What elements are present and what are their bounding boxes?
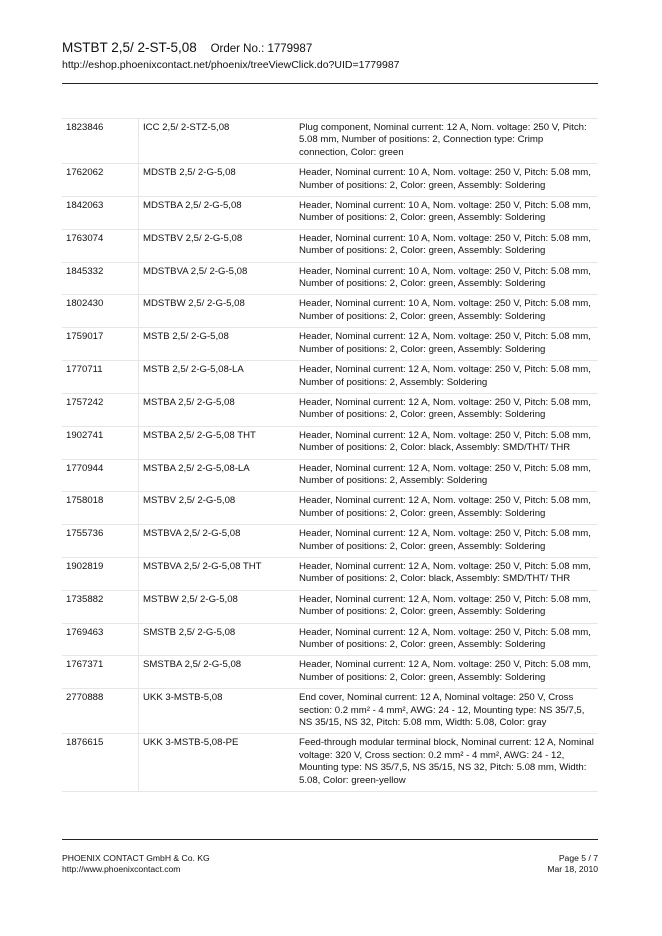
order-no-cell: 1770944 <box>62 459 139 492</box>
table-row <box>62 119 598 164</box>
description-cell: Header, Nominal current: 12 A, Nom. voltage: 250 V, Pitch: 5.08 mm, Number of positions: 2, Color: green, Assembly: Soldering <box>295 525 598 558</box>
table-row <box>62 361 598 394</box>
order-no-cell: 1762062 <box>62 164 139 197</box>
company-website[interactable]: http://www.phoenixcontact.com <box>62 864 181 874</box>
type-cell: MSTBVA 2,5/ 2-G-5,08 <box>139 525 296 558</box>
table-row <box>62 393 598 426</box>
description-cell: Header, Nominal current: 12 A, Nom. voltage: 250 V, Pitch: 5.08 mm, Number of positions: 2, Color: black, Assembly: SMD/THT/ THR <box>295 557 598 590</box>
type-cell: UKK 3-MSTB-5,08-PE <box>139 734 296 792</box>
table-row <box>62 623 598 656</box>
type-cell: MDSTB 2,5/ 2-G-5,08 <box>139 164 296 197</box>
order-no-cell: 1802430 <box>62 295 139 328</box>
table-row <box>62 734 598 792</box>
title-line <box>62 40 598 57</box>
table-row <box>62 557 598 590</box>
table-row <box>62 590 598 623</box>
footer-right <box>547 853 598 875</box>
page-number: Page 5 / 7 <box>558 853 598 863</box>
type-cell: MSTB 2,5/ 2-G-5,08-LA <box>139 361 296 394</box>
page-header <box>62 40 598 72</box>
table-row <box>62 262 598 295</box>
order-no-cell: 1757242 <box>62 393 139 426</box>
header-divider <box>62 83 598 84</box>
order-no-cell: 1769463 <box>62 623 139 656</box>
order-no-cell: 1770711 <box>62 361 139 394</box>
description-cell: Header, Nominal current: 12 A, Nom. voltage: 250 V, Pitch: 5.08 mm, Number of positions: 2, Color: green, Assembly: Soldering <box>295 393 598 426</box>
type-cell: UKK 3-MSTB-5,08 <box>139 689 296 734</box>
description-cell: Header, Nominal current: 12 A, Nom. voltage: 250 V, Pitch: 5.08 mm, Number of positions: 2, Color: green, Assembly: Soldering <box>295 492 598 525</box>
footer-left <box>62 853 210 875</box>
print-date: Mar 18, 2010 <box>547 864 598 874</box>
type-cell: MSTB 2,5/ 2-G-5,08 <box>139 328 296 361</box>
footer-divider <box>62 839 598 840</box>
order-no-cell: 1755736 <box>62 525 139 558</box>
product-title: MSTBT 2,5/ 2-ST-5,08 <box>62 40 197 55</box>
description-cell: Header, Nominal current: 12 A, Nom. voltage: 250 V, Pitch: 5.08 mm, Number of positions: 2, Color: green, Assembly: Soldering <box>295 623 598 656</box>
table-row <box>62 459 598 492</box>
type-cell: MDSTBA 2,5/ 2-G-5,08 <box>139 197 296 230</box>
order-no-cell: 1758018 <box>62 492 139 525</box>
table-row <box>62 426 598 459</box>
accessories-table <box>62 118 598 792</box>
type-cell: MSTBV 2,5/ 2-G-5,08 <box>139 492 296 525</box>
table-row <box>62 656 598 689</box>
order-number: Order No.: 1779987 <box>210 43 313 55</box>
order-no-cell: 1763074 <box>62 229 139 262</box>
order-no-cell: 1767371 <box>62 656 139 689</box>
product-url[interactable]: http://eshop.phoenixcontact.net/phoenix/treeViewClick.do?UID=1779987 <box>62 59 400 71</box>
description-cell: End cover, Nominal current: 12 A, Nominal voltage: 250 V, Cross section: 0.2 mm² - 4 mm², AWG: 24 - 12, Mounting type: NS 35/7,5, NS 35/15, NS 32, Pitch: 5.08 mm, Width: 5.08, Color: gray <box>295 689 598 734</box>
description-cell: Header, Nominal current: 12 A, Nom. voltage: 250 V, Pitch: 5.08 mm, Number of positions: 2, Color: green, Assembly: Soldering <box>295 328 598 361</box>
type-cell: ICC 2,5/ 2-STZ-5,08 <box>139 119 296 164</box>
order-no-cell: 1823846 <box>62 119 139 164</box>
order-no-cell: 1902741 <box>62 426 139 459</box>
order-no-cell: 1842063 <box>62 197 139 230</box>
table-row <box>62 229 598 262</box>
description-cell: Header, Nominal current: 12 A, Nom. voltage: 250 V, Pitch: 5.08 mm, Number of positions: 2, Assembly: Soldering <box>295 361 598 394</box>
description-cell: Feed-through modular terminal block, Nominal current: 12 A, Nominal voltage: 320 V, Cross section: 0.2 mm² - 4 mm², AWG: 24 - 12, Mounting type: NS 35/7,5, NS 35/15, NS 32, Pitch: 5.08 mm, Width: 5.08, Color: green-yellow <box>295 734 598 792</box>
description-cell: Header, Nominal current: 10 A, Nom. voltage: 250 V, Pitch: 5.08 mm, Number of positions: 2, Color: green, Assembly: Soldering <box>295 262 598 295</box>
type-cell: MSTBVA 2,5/ 2-G-5,08 THT <box>139 557 296 590</box>
description-cell: Header, Nominal current: 10 A, Nom. voltage: 250 V, Pitch: 5.08 mm, Number of positions: 2, Color: green, Assembly: Soldering <box>295 164 598 197</box>
type-cell: MSTBA 2,5/ 2-G-5,08 <box>139 393 296 426</box>
order-no-cell: 1902819 <box>62 557 139 590</box>
type-cell: MSTBA 2,5/ 2-G-5,08-LA <box>139 459 296 492</box>
type-cell: SMSTB 2,5/ 2-G-5,08 <box>139 623 296 656</box>
type-cell: MSTBW 2,5/ 2-G-5,08 <box>139 590 296 623</box>
description-cell: Header, Nominal current: 10 A, Nom. voltage: 250 V, Pitch: 5.08 mm, Number of positions: 2, Color: green, Assembly: Soldering <box>295 229 598 262</box>
description-cell: Header, Nominal current: 12 A, Nom. voltage: 250 V, Pitch: 5.08 mm, Number of positions: 2, Assembly: Soldering <box>295 459 598 492</box>
table-body <box>62 119 598 792</box>
order-no-cell: 1759017 <box>62 328 139 361</box>
table-row <box>62 328 598 361</box>
order-no-cell: 1735882 <box>62 590 139 623</box>
type-cell: MDSTBW 2,5/ 2-G-5,08 <box>139 295 296 328</box>
order-no-cell: 1845332 <box>62 262 139 295</box>
order-no-cell: 1876615 <box>62 734 139 792</box>
description-cell: Header, Nominal current: 12 A, Nom. voltage: 250 V, Pitch: 5.08 mm, Number of positions: 2, Color: black, Assembly: SMD/THT/ THR <box>295 426 598 459</box>
description-cell: Header, Nominal current: 10 A, Nom. voltage: 250 V, Pitch: 5.08 mm, Number of positions: 2, Color: green, Assembly: Soldering <box>295 197 598 230</box>
company-name: PHOENIX CONTACT GmbH & Co. KG <box>62 853 210 863</box>
type-cell: MSTBA 2,5/ 2-G-5,08 THT <box>139 426 296 459</box>
table-row <box>62 689 598 734</box>
table-row <box>62 164 598 197</box>
table-row <box>62 525 598 558</box>
type-cell: SMSTBA 2,5/ 2-G-5,08 <box>139 656 296 689</box>
type-cell: MDSTBVA 2,5/ 2-G-5,08 <box>139 262 296 295</box>
description-cell: Header, Nominal current: 10 A, Nom. voltage: 250 V, Pitch: 5.08 mm, Number of positions: 2, Color: green, Assembly: Soldering <box>295 295 598 328</box>
description-cell: Header, Nominal current: 12 A, Nom. voltage: 250 V, Pitch: 5.08 mm, Number of positions: 2, Color: green, Assembly: Soldering <box>295 590 598 623</box>
order-no-cell: 2770888 <box>62 689 139 734</box>
type-cell: MDSTBV 2,5/ 2-G-5,08 <box>139 229 296 262</box>
table-row <box>62 295 598 328</box>
description-cell: Header, Nominal current: 12 A, Nom. voltage: 250 V, Pitch: 5.08 mm, Number of positions: 2, Color: green, Assembly: Soldering <box>295 656 598 689</box>
table-row <box>62 492 598 525</box>
description-cell: Plug component, Nominal current: 12 A, Nom. voltage: 250 V, Pitch: 5.08 mm, Number of positions: 2, Connection type: Crimp connection, Color: green <box>295 119 598 164</box>
table-row <box>62 197 598 230</box>
